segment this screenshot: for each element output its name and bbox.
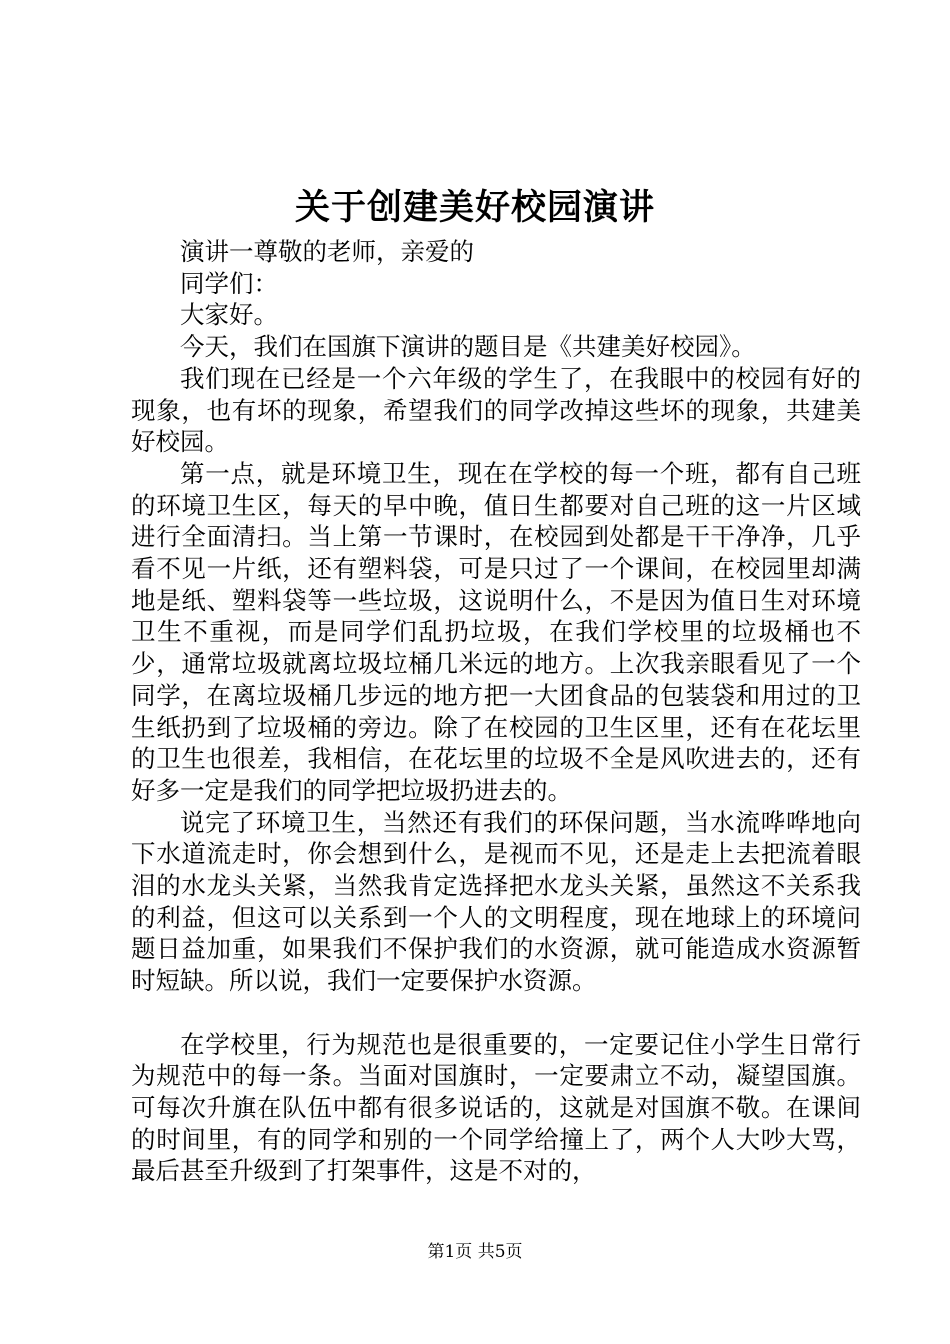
paragraph-topic: 今天，我们在国旗下演讲的题目是《共建美好校园》。 <box>180 332 756 362</box>
paragraph-hygiene: 第一点，就是环境卫生，现在在学校的每一个班，都有自己班的环境卫生区，每天的早中晚，值日生都要对自己班的这一片区域进行全面清扫。当上第一节课时，在校园到处都是干干净净，几乎看不见一片纸，还有塑料袋，可是只过了一个课间，在校园里却满地是纸、塑料袋等一些垃圾，这说明什么，不是因为值日生对环境卫生不重视，而是同学们乱扔垃圾，在我们学校里的垃圾桶也不少，通常垃圾就离垃圾垃桶几米远的地方。上次我亲眼看见了一个同学，在离垃圾桶几步远的地方把一大团食品的包装袋和用过的卫生纸扔到了垃圾桶的旁边。除了在校园的卫生区里，还有在花坛里的卫生也很差，我相信，在花坛里的垃圾不全是风吹进去的，还有好多一定是我们的同学把垃圾扔进去的。 <box>131 458 861 805</box>
paragraph-addressee: 同学们： <box>180 268 278 298</box>
paragraph-water: 说完了环境卫生，当然还有我们的环保问题，当水流哗哗地向下水道流走时，你会想到什么，是视而不见，还是走上去把流着眼泪的水龙头关紧，当然我肯定选择把水龙头关紧，虽然这不关系我的利益，但这可以关系到一个人的文明程度，现在地球上的环境问题日益加重，如果我们不保护我们的水资源，就可能造成水资源暂时短缺。所以说，我们一定要保护水资源。 <box>131 807 861 996</box>
document-body <box>131 236 861 1187</box>
page-footer: 第1页 共5页 <box>427 1242 523 1262</box>
paragraph-behavior: 在学校里，行为规范也是很重要的，一定要记住小学生日常行为规范中的每一条。当面对国旗时，一定要肃立不动，凝望国旗。可每次升旗在队伍中都有很多说话的，这就是对国旗不敬。在课间的时间里，有的同学和别的一个同学给撞上了，两个人大吵大骂，最后甚至升级到了打架事件，这是不对的， <box>131 1029 861 1186</box>
paragraph-salutation: 演讲一尊敬的老师，亲爱的 <box>180 237 474 266</box>
paragraph-intro: 我们现在已经是一个六年级的学生了，在我眼中的校园有好的现象，也有坏的现象，希望我们的同学改掉这些坏的现象，共建美好校园。 <box>131 363 861 457</box>
document-title: 关于创建美好校园演讲 <box>294 187 655 228</box>
paragraph-greeting: 大家好。 <box>180 300 278 330</box>
